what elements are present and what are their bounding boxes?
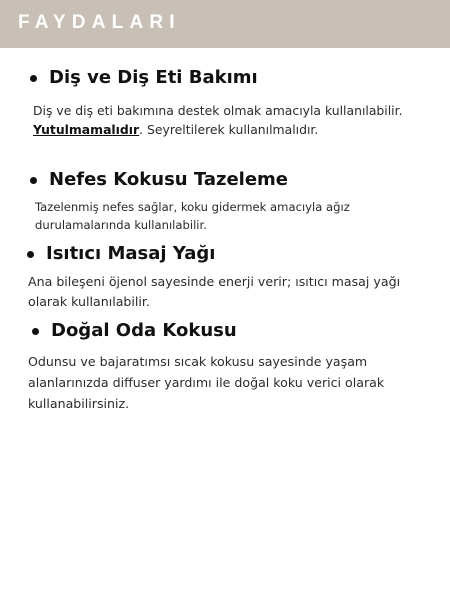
section-heading-label: Nefes Kokusu Tazeleme (49, 169, 289, 190)
section-text-breath-freshening: Tazelenmiş nefes sağlar, koku gidermek amacıyla ağız durulamalarında kullanılabilir. (35, 200, 350, 232)
section-text-natural-room-scent: Odunsu ve bajaratımsı sıcak kokusu sayesinde yaşam alanlarınızda diffuser yardımı ile doğal koku verici olarak kullanabilirsiniz. (28, 354, 385, 411)
section-heading-warming-massage-oil (27, 243, 215, 265)
bullet-icon (32, 328, 39, 335)
section-text-part: Diş ve diş eti bakımına destek olmak amacıyla kullanılabilir. (33, 103, 403, 118)
section-heading-label: Diş ve Diş Eti Bakımı (49, 67, 258, 88)
bullet-icon (30, 75, 37, 82)
section-heading-natural-room-scent (32, 320, 237, 342)
section-heading-breath-freshening (30, 169, 288, 191)
header-banner (0, 0, 450, 48)
section-text-dental-care (33, 101, 413, 139)
bullet-icon (30, 177, 37, 184)
section-text-part: . Seyreltilerek kullanılmalıdır. (139, 122, 319, 137)
section-heading-label: Isıtıcı Masaj Yağı (46, 243, 216, 264)
section-heading-label: Doğal Oda Kokusu (51, 320, 237, 341)
bullet-icon (27, 251, 34, 258)
page-title: FAYDALARI (18, 12, 181, 33)
section-text-warming-massage-oil: Ana bileşeni öjenol sayesinde enerji verir; ısıtıcı masaj yağı olarak kullanılabilir. (28, 274, 401, 309)
section-heading-dental-care (30, 67, 258, 89)
warning-emphasis: Yutulmamalıdır (33, 122, 140, 137)
